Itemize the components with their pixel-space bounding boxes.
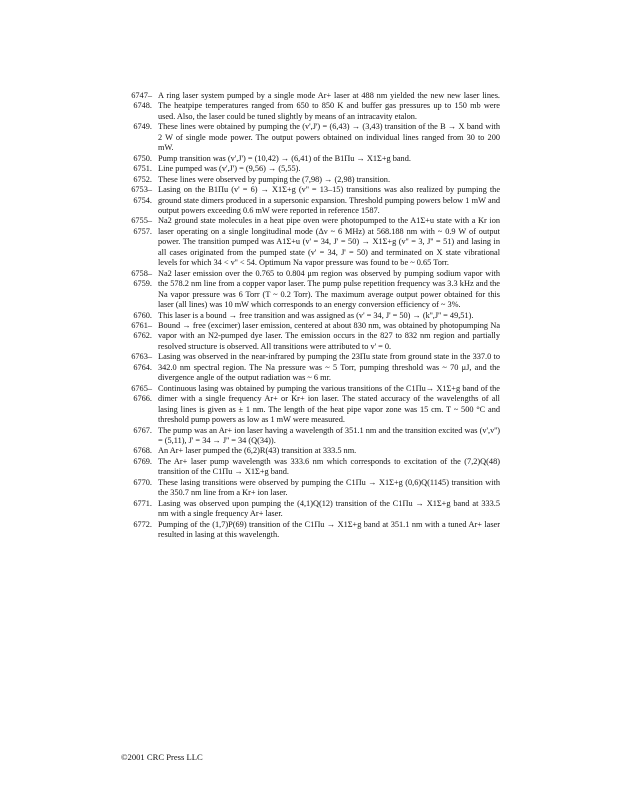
note-text: Na2 ground state molecules in a heat pipe oven were photopumped to the A1Σ+u state with a Kr ion laser operating on a single longitudinal mode (Δν ~ 6 MHz) at 568.188 nm with ~ 0.9 W of output power. The transition pumped was A1Σ+u (v' = 34, J' = 50) → X1Σ+g (v'' = 3, J'' = 51) and lasing in all cases originated from the pumped state (v' = 34, J' = 50) and terminated on X state vibrational levels for which 34 < v'' < 54. Optimum Na vapor pressure was found to be ~ 0.65 Torr. [158, 216, 500, 268]
note-number: 6770. [133, 477, 152, 487]
note-text: Lasing was observed in the near-infrared by pumping the 23Πu state from ground state in the 337.0 to 342.0 nm spectral region. The Na pressure was ~ 5 Torr, pumping threshold was ~ 70 μJ, and the divergence angle of the output radiation was ~ 6 mr. [158, 352, 500, 383]
note-entry [120, 311, 500, 321]
note-entry [120, 154, 500, 164]
note-text: A ring laser system pumped by a single mode Ar+ laser at 488 nm yielded the new new laser lines. The heatpipe temperatures ranged from 650 to 850 K and buffer gas pressures up to 150 mb were used. Also, the laser could be tuned slightly by means of an intracavity etalon. [158, 91, 500, 121]
note-entry [120, 164, 500, 174]
note-entry [120, 384, 500, 426]
note-text: Line pumped was (v',J') = (9,56) → (5,55). [158, 164, 301, 174]
note-text: Lasing on the B1Πu (v' = 6) → X1Σ+g (v'' = 13–15) transitions was also realized by pumping the ground state dimers produced in a supersonic expansion. Threshold pumping powers below 1 mW and output powers exceeding 0.6 mW were reported in reference 1587. [158, 185, 500, 215]
note-entry [120, 175, 500, 185]
note-number: 6749. [133, 122, 152, 132]
note-text: Pump transition was (v',J') = (10,42) → (6,41) of the B1Πu → X1Σ+g band. [158, 153, 411, 163]
note-text: Lasing was observed upon pumping the (4,1)Q(12) transition of the C1Πu → X1Σ+g band at 333.5 nm with a single frequency Ar+ laser. [158, 498, 500, 519]
note-entry [120, 216, 500, 268]
note-number: 6752. [133, 174, 152, 184]
note-number: 6751. [133, 164, 152, 174]
note-number: 6768. [133, 446, 152, 456]
note-text: The Ar+ laser pump wavelength was 333.6 nm which corresponds to excitation of the (7,2)Q(48) transition of the C1Πu → X1Σ+g band. [158, 456, 500, 477]
note-text: These lines were observed by pumping the (7,98) → (2,98) transition. [158, 174, 391, 184]
note-number: 6765– 6766. [131, 383, 152, 404]
note-entry [120, 520, 500, 541]
note-entry [120, 446, 500, 456]
note-number: 6753– 6754. [131, 185, 152, 205]
copyright-footer: ©2001 CRC Press LLC [121, 752, 203, 762]
notes-list [120, 91, 500, 540]
note-entry [120, 91, 500, 122]
note-number: 6761– 6762. [131, 320, 152, 341]
note-text: An Ar+ laser pumped the (6,2)R(43) transition at 333.5 nm. [158, 446, 357, 456]
note-entry [120, 321, 500, 352]
note-text: Na2 laser emission over the 0.765 to 0.804 μm region was observed by pumping sodium vapor with the 578.2 nm line from a copper vapor laser. The pump pulse repetition frequency was 3.3 kHz and the Na vapor pressure was 6 Torr (T ~ 0.2 Torr). The maximum average output power obtained for this laser (all lines) was 10 mW which corresponds to an energy conversion efficiency of ~ 3%. [158, 268, 500, 310]
note-text: These lines were obtained by pumping the (v',J') = (6,43) → (3,43) transition of the B → X band with 2 W of single mode power. The output powers obtained on individual lines ranged from 30 to 200 mW. [158, 122, 500, 153]
note-text: Pumping of the (1,7)P(69) transition of the C1Πu → X1Σ+g band at 351.1 nm with a tuned Ar+ laser resulted in lasing at this wavelength. [158, 519, 500, 540]
note-text: This laser is a bound → free transition and was assigned as (v' = 34, J' = 50) → (k'',J'' = 49,51). [158, 310, 474, 320]
note-number: 6767. [133, 425, 152, 435]
note-text: The pump was an Ar+ ion laser having a wavelength of 351.1 nm and the transition excited was (v',v'') = (5,11), J' = 34 → J'' = 34 (Q(34)). [158, 425, 500, 445]
note-number: 6758– 6759. [131, 268, 152, 289]
note-text: Continuous lasing was obtained by pumping the various transitions of the C1Πu→ X1Σ+g band of the dimer with a single frequency Ar+ or Kr+ ion laser. The stated accuracy of the wavelengths of all lasing lines is given as ± 1 nm. The length of the heat pipe vapor zone was 15 cm. T ~ 500 °C and threshold pump powers as low as 1 mW were measured. [158, 383, 500, 425]
note-number: 6772. [133, 519, 152, 529]
note-entry [120, 122, 500, 153]
note-entry [120, 352, 500, 383]
note-number: 6769. [133, 456, 152, 466]
note-entry [120, 499, 500, 520]
note-number: 6760. [133, 310, 152, 320]
note-entry [120, 269, 500, 311]
note-text: Bound → free (excimer) laser emission, centered at about 830 nm, was obtained by photopumping Na vapor with an N2-pumped dye laser. The emission occurs in the 827 to 832 nm region and partially resolved structure is observed. All transitions were attributed to v' = 0. [158, 320, 500, 351]
note-number: 6747– 6748. [131, 91, 152, 111]
note-entry [120, 426, 500, 447]
note-entry [120, 457, 500, 478]
note-text: These lasing transitions were observed by pumping the C1Πu → X1Σ+g (0,6)Q(1145) transition with the 350.7 nm line from a Kr+ ion laser. [158, 477, 500, 498]
note-number: 6763– 6764. [131, 352, 152, 372]
note-entry [120, 185, 500, 216]
note-entry [120, 478, 500, 499]
note-number: 6755– 6757. [131, 216, 152, 236]
note-number: 6771. [133, 498, 152, 508]
note-number: 6750. [133, 153, 152, 163]
